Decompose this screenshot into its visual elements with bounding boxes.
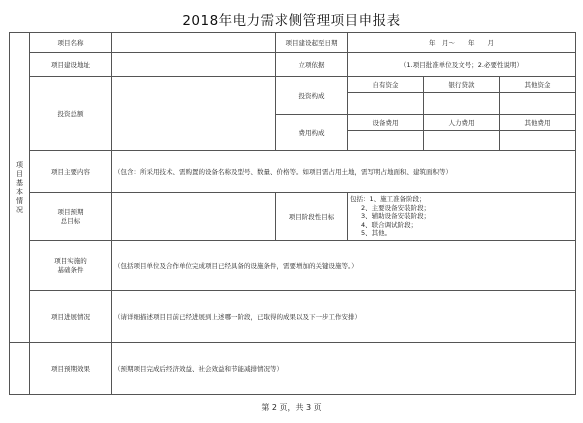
invest-col-loan: 银行贷款 [424, 77, 500, 93]
address-field[interactable] [112, 53, 276, 77]
side-blank [10, 343, 30, 395]
row-effect [10, 343, 576, 395]
content-label: 项目主要内容 [30, 151, 112, 193]
cost-col-labor: 人力费用 [424, 115, 500, 131]
conditions-label-line1: 项目实施的 [54, 256, 87, 265]
goal-label-line2: 总目标 [60, 216, 81, 225]
basis-field[interactable]: （1.项目批准单位及文号；2.必要性说明） [348, 53, 576, 77]
conditions-label-line2: 基础条件 [57, 265, 84, 274]
row-content [10, 151, 576, 193]
invest-other-field[interactable] [500, 93, 576, 115]
invest-structure-label: 投资构成 [276, 77, 348, 115]
row-project-name [10, 33, 576, 53]
stage-item: 包括：1、施工准备阶段； [350, 195, 426, 203]
row-goals [10, 193, 576, 241]
stage-item: 4、联合调试阶段； [361, 220, 418, 229]
stage-field[interactable] [348, 193, 576, 241]
start-end-label: 项目建设起至日期 [276, 33, 348, 53]
stage-item: 3、辅助设备安装阶段； [361, 212, 431, 220]
cost-structure-label: 费用构成 [276, 115, 348, 151]
invest-col-other: 其他资金 [500, 77, 576, 93]
stage-item: 2、主要设备安装阶段； [361, 203, 431, 212]
effect-field[interactable]: （预期项目完成后经济效益、社会效益和节能减排情况等） [112, 343, 576, 395]
section-label: 项目基本情况 [10, 33, 30, 343]
goal-label [30, 193, 112, 241]
row-conditions [10, 241, 576, 291]
form-title: 2018年电力需求侧管理项目申报表 [182, 13, 401, 29]
page-number: 第 2 页，共 3 页 [261, 403, 322, 412]
progress-label: 项目进展情况 [30, 291, 112, 343]
invest-col-own: 自有资金 [348, 77, 424, 93]
stage-label: 项目阶段性目标 [276, 193, 348, 241]
cost-other-field[interactable] [500, 131, 576, 151]
content-field[interactable]: （包含：所采用技术、需购置的设备名称及型号、数量、价格等。如项目需占用土地，需写明占地面积、建筑面积等） [112, 151, 576, 193]
row-progress [10, 291, 576, 343]
invest-loan-field[interactable] [424, 93, 500, 115]
project-name-field[interactable] [112, 33, 276, 53]
cost-col-equipment: 设备费用 [348, 115, 424, 131]
stage-item: 5、其他。 [361, 229, 392, 237]
basis-label: 立项依据 [276, 53, 348, 77]
invest-own-field[interactable] [348, 93, 424, 115]
goal-label-line1: 项目预期 [57, 207, 84, 216]
investment-field[interactable] [112, 77, 276, 151]
cost-col-other: 其他费用 [500, 115, 576, 131]
goal-field[interactable] [112, 193, 276, 241]
start-end-field[interactable]: 年 月～ 年 月 [348, 33, 576, 53]
effect-label: 项目预期效果 [30, 343, 112, 395]
conditions-field[interactable]: （包括项目单位及合作单位完成项目已经具备的设施条件，需要增加的关键设施等。） [112, 241, 576, 291]
row-invest-header [10, 77, 576, 93]
application-form-table [9, 32, 576, 395]
conditions-label [30, 241, 112, 291]
cost-labor-field[interactable] [424, 131, 500, 151]
row-address [10, 53, 576, 77]
project-name-label: 项目名称 [30, 33, 112, 53]
stage-list [350, 195, 573, 238]
investment-label: 投资总额 [30, 77, 112, 151]
progress-field[interactable]: （请详细描述项目目前已经进展到上述哪一阶段，已取得的成果以及下一步工作安排） [112, 291, 576, 343]
address-label: 项目建设地址 [30, 53, 112, 77]
cost-equipment-field[interactable] [348, 131, 424, 151]
